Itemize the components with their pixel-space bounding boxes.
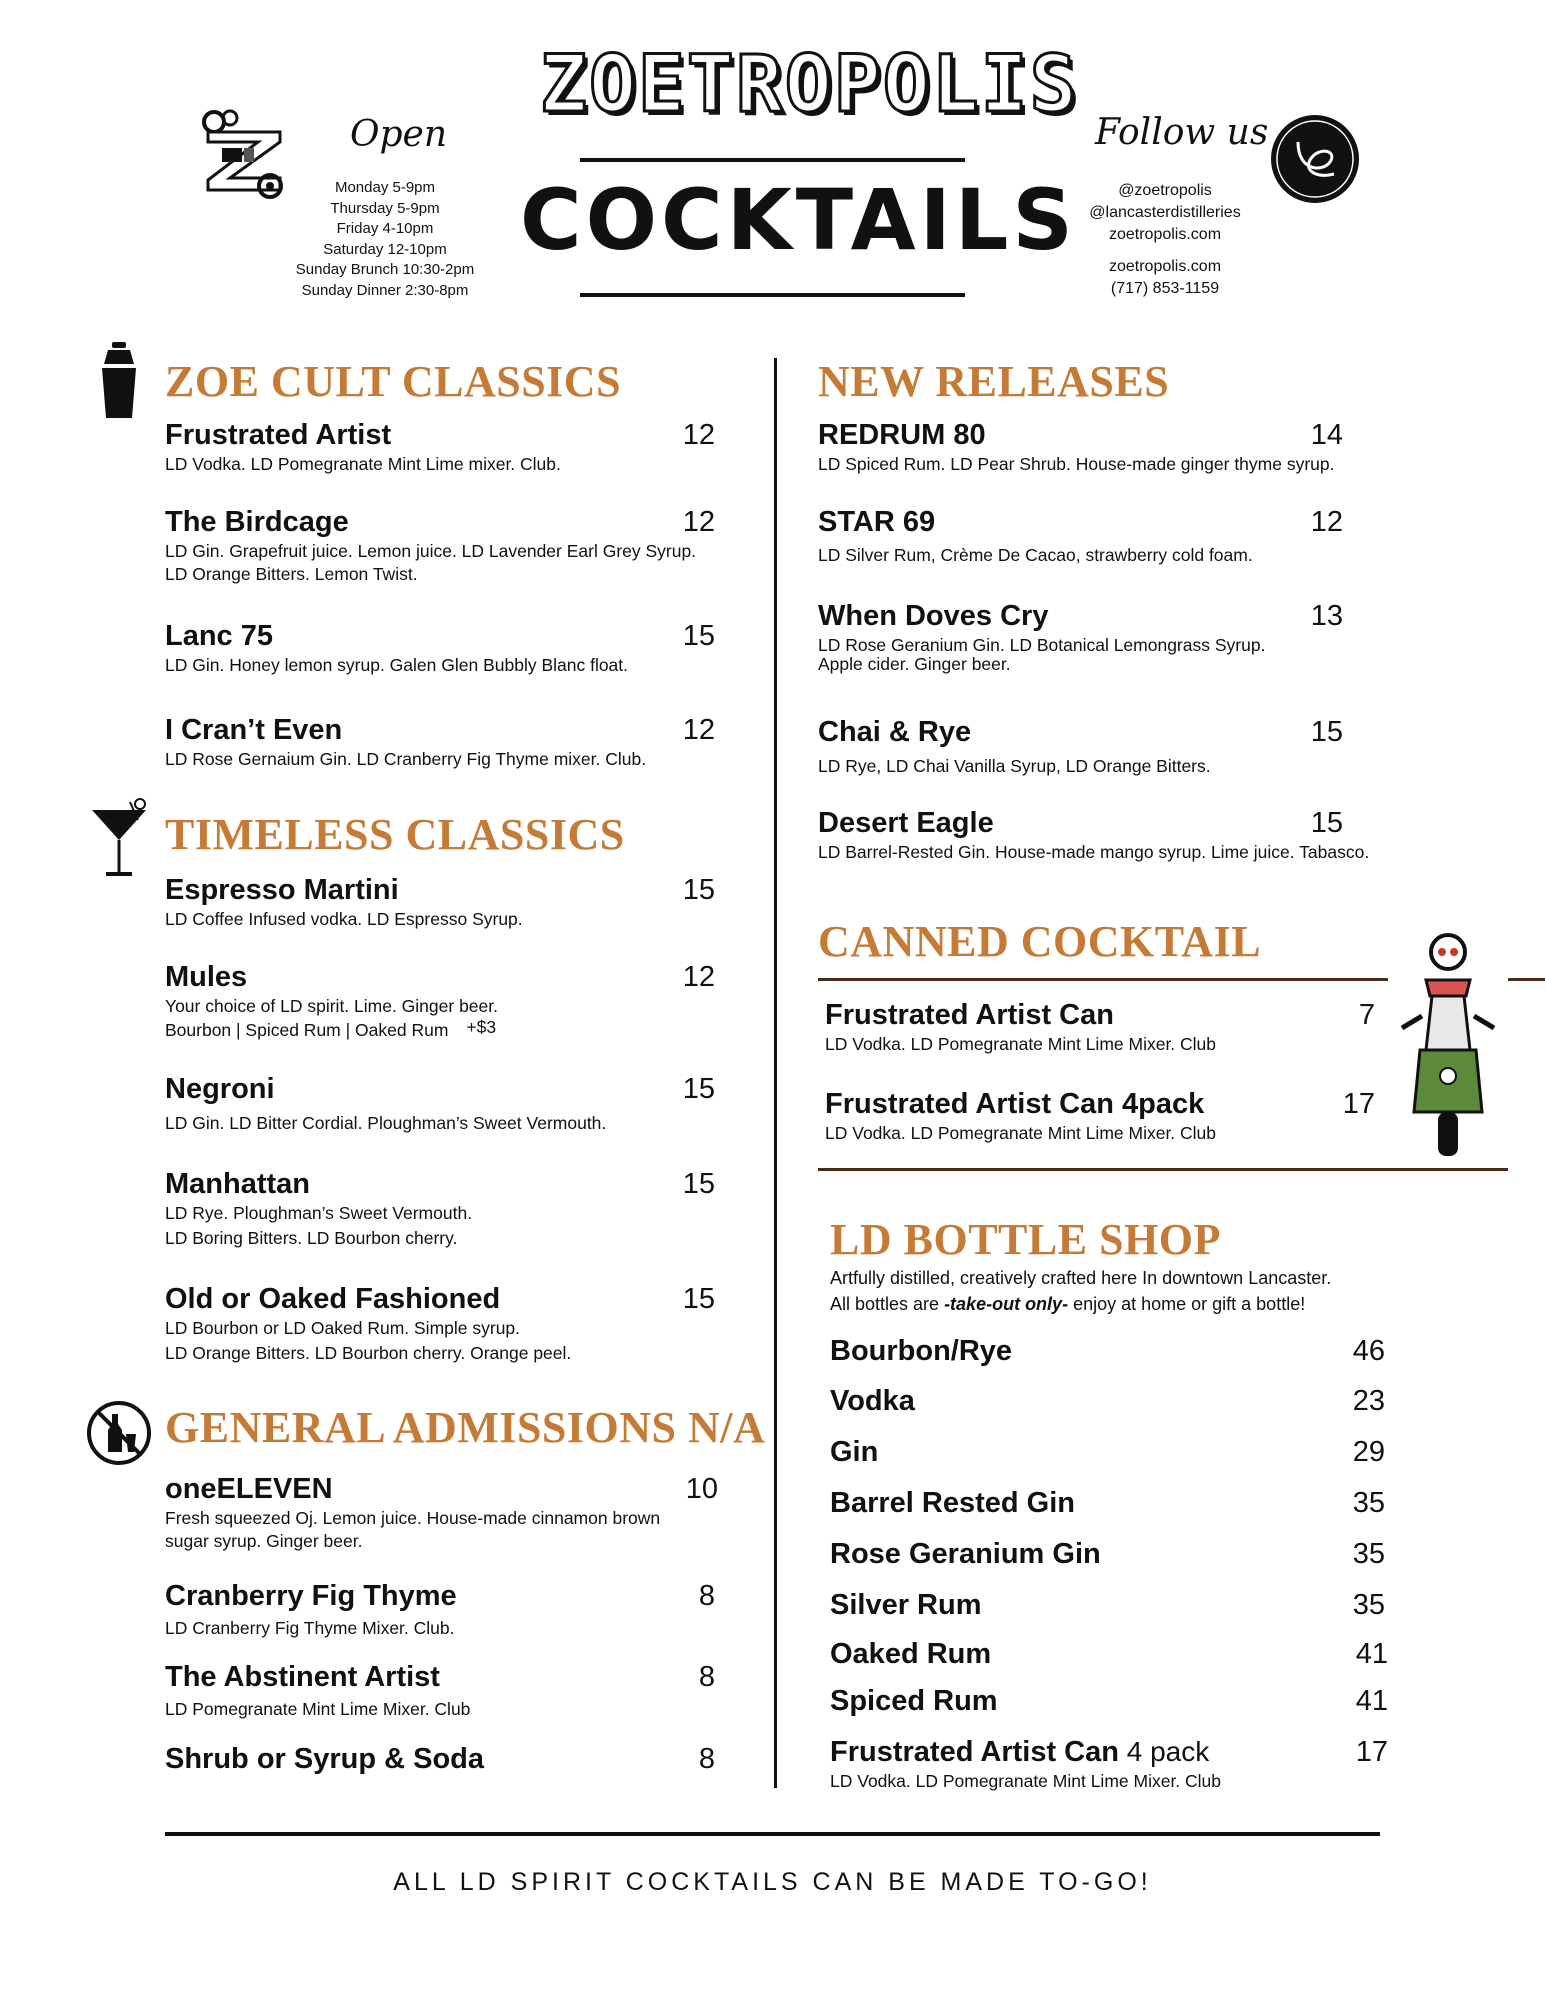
bottle-item <box>830 1435 1385 1469</box>
bottle-item <box>830 1637 1388 1671</box>
item-description: LD Coffee Infused vodka. LD Espresso Syrup. <box>165 909 523 929</box>
item-description: LD Barrel-Rested Gin. House-made mango syrup. Lime juice. Tabasco. <box>818 842 1370 862</box>
item-price: 8 <box>698 1661 715 1693</box>
bottle-name-main: Frustrated Artist Can <box>830 1736 1119 1768</box>
menu-item <box>165 505 715 586</box>
canned-divider-bottom <box>818 1168 1508 1171</box>
menu-item <box>165 1472 718 1553</box>
item-name: Frustrated Artist Can 4pack <box>825 1088 1205 1120</box>
bottle-price: 46 <box>1352 1335 1385 1367</box>
item-price: 15 <box>682 620 715 652</box>
open-label: Open <box>350 114 448 155</box>
menu-item <box>165 960 715 1042</box>
hours-line: Sunday Dinner 2:30-8pm <box>301 281 469 299</box>
hours-line: Friday 4-10pm <box>336 220 434 237</box>
item-price: 15 <box>1310 807 1343 839</box>
bottle-item <box>830 1384 1385 1418</box>
item-price: 10 <box>685 1473 718 1505</box>
hours-line: Saturday 12-10pm <box>323 240 447 258</box>
item-name: When Doves Cry <box>818 600 1049 632</box>
bottle-item <box>830 1486 1385 1520</box>
bottle-price: 35 <box>1352 1538 1385 1570</box>
bottle-name: Spiced Rum <box>830 1685 998 1717</box>
item-description: LD Gin. Grapefruit juice. Lemon juice. LD Lavender Earl Grey Syrup. LD Orange Bitters. Lemon Twist. <box>165 541 697 584</box>
section-title-new-releases: NEW RELEASES <box>818 357 1170 406</box>
section-title-timeless-classics: TIMELESS CLASSICS <box>165 810 625 859</box>
item-name: Manhattan <box>165 1168 310 1200</box>
cocktail-shaker-icon <box>98 342 140 420</box>
hours-line: Thursday 5-9pm <box>330 199 440 217</box>
item-price: 15 <box>682 1073 715 1105</box>
item-name: oneELEVEN <box>165 1473 333 1505</box>
item-description: LD Vodka. LD Pomegranate Mint Lime Mixer. Club <box>825 1034 1217 1054</box>
section-title-zoe-cult-classics: ZOE CULT CLASSICS <box>165 357 622 406</box>
bottle-price: 41 <box>1355 1685 1388 1717</box>
section-title-general-admissions: GENERAL ADMISSIONS N/A <box>165 1403 766 1452</box>
canned-divider-top-right <box>1508 978 1545 981</box>
item-description: LD Cranberry Fig Thyme Mixer. Club. <box>165 1618 455 1638</box>
menu-item <box>165 1660 715 1721</box>
column-divider <box>774 358 777 1788</box>
item-price: 12 <box>682 506 715 538</box>
item-description: LD Rose Geranium Gin. LD Botanical Lemongrass Syrup. <box>818 635 1266 655</box>
bottle-price: 35 <box>1352 1487 1385 1519</box>
bottle-name: Vodka <box>830 1385 915 1417</box>
item-price: 12 <box>682 714 715 746</box>
social-links <box>1050 180 1280 300</box>
item-name: Frustrated Artist Can <box>825 999 1114 1031</box>
bottle-item <box>830 1334 1385 1368</box>
menu-item <box>818 599 1380 676</box>
item-name: Espresso Martini <box>165 874 399 906</box>
phone-number[interactable]: (717) 853-1159 <box>1110 280 1220 297</box>
bottle-price: 41 <box>1355 1638 1388 1670</box>
item-description-options <box>165 1019 715 1042</box>
footer-divider <box>165 1832 1380 1836</box>
item-description: Fresh squeezed Oj. Lemon juice. House-made cinnamon brown sugar syrup. Ginger beer. <box>165 1508 661 1551</box>
item-price: 8 <box>698 1580 715 1612</box>
item-description: LD Vodka. LD Pomegranate Mint Lime Mixer. Club <box>825 1123 1217 1143</box>
item-price: 15 <box>1310 716 1343 748</box>
item-description: LD Gin. LD Bitter Cordial. Ploughman’s Sweet Vermouth. <box>165 1113 607 1133</box>
section-title-canned-cocktail: CANNED COCKTAIL <box>818 917 1262 966</box>
intro-line: Artfully distilled, creatively crafted here In downtown Lancaster. <box>830 1268 1332 1288</box>
option-upcharge: +$3 <box>466 1017 497 1037</box>
menu-item <box>165 1167 715 1250</box>
menu-item <box>165 1072 715 1135</box>
bottle-item <box>830 1588 1385 1622</box>
menu-item <box>825 998 1375 1056</box>
item-name: I Cran’t Even <box>165 714 343 746</box>
item-description: LD Orange Bitters. LD Bourbon cherry. Orange peel. <box>165 1343 572 1363</box>
item-name: Negroni <box>165 1073 275 1105</box>
item-name: The Birdcage <box>165 506 349 538</box>
item-price: 15 <box>682 874 715 906</box>
bottle-price: 17 <box>1355 1736 1388 1768</box>
item-name: Lanc 75 <box>165 620 273 652</box>
item-price: 15 <box>682 1283 715 1315</box>
take-out-note: -take-out only- <box>944 1294 1069 1314</box>
website-link[interactable]: zoetropolis.com <box>1108 258 1222 275</box>
footer-note: ALL LD SPIRIT COCKTAILS CAN BE MADE TO-GO! <box>393 1868 1152 1896</box>
item-description: LD Silver Rum, Crème De Cacao, strawberry cold foam. <box>818 545 1253 565</box>
item-name: Shrub or Syrup & Soda <box>165 1743 485 1775</box>
item-description: LD Boring Bitters. LD Bourbon cherry. <box>165 1228 458 1248</box>
item-price: 12 <box>682 961 715 993</box>
item-description: Apple cider. Ginger beer. <box>818 654 1011 674</box>
item-description: LD Rye. Ploughman’s Sweet Vermouth. <box>165 1203 473 1223</box>
menu-item <box>818 715 1380 778</box>
item-price: 12 <box>1310 506 1343 538</box>
item-name: REDRUM 80 <box>818 419 986 451</box>
option-list: Bourbon | Spiced Rum | Oaked Rum <box>165 1020 449 1040</box>
bottle-description: LD Vodka. LD Pomegranate Mint Lime Mixer. Club <box>830 1771 1222 1791</box>
menu-item <box>165 873 715 931</box>
bottle-item <box>830 1735 1388 1793</box>
bottle-name: Silver Rum <box>830 1589 982 1621</box>
menu-item <box>165 1742 715 1776</box>
item-price: 17 <box>1342 1088 1375 1120</box>
ld-logo-icon <box>1268 112 1362 206</box>
item-price: 15 <box>682 1168 715 1200</box>
brand-wordmark: ZOETROPOLIS <box>540 40 1079 130</box>
item-name: Mules <box>165 961 248 993</box>
item-description: Your choice of LD spirit. Lime. Ginger beer. <box>165 996 498 1016</box>
bottle-name-suffix: 4 pack <box>1118 1736 1210 1767</box>
social-handle[interactable]: @lancasterdistilleries <box>1089 204 1241 221</box>
canned-divider-top <box>818 978 1388 981</box>
bottle-price: 35 <box>1352 1589 1385 1621</box>
item-description: LD Vodka. LD Pomegranate Mint Lime mixer. Club. <box>165 454 561 474</box>
intro-line <box>830 1291 1430 1317</box>
item-name: Desert Eagle <box>818 807 994 839</box>
menu-item <box>818 505 1380 567</box>
menu-item <box>825 1087 1375 1145</box>
menu-item <box>165 418 715 476</box>
skeleton-scooter-illustration <box>1392 930 1504 1162</box>
item-description: LD Pomegranate Mint Lime Mixer. Club <box>165 1699 471 1719</box>
item-description: LD Spiced Rum. LD Pear Shrub. House-made ginger thyme syrup. <box>818 454 1335 474</box>
item-name: Frustrated Artist <box>165 419 392 451</box>
bottle-name <box>830 1735 1385 1769</box>
item-price: 12 <box>682 419 715 451</box>
hours-line: Monday 5-9pm <box>334 179 436 196</box>
item-name: Old or Oaked Fashioned <box>165 1283 501 1315</box>
header-divider-top <box>580 158 965 162</box>
bottle-item <box>830 1684 1388 1718</box>
bottle-name: Oaked Rum <box>830 1638 992 1670</box>
menu-item <box>165 1282 715 1365</box>
bottle-name: Bourbon/Rye <box>830 1335 1013 1367</box>
header-divider-bottom <box>580 293 965 297</box>
bottle-price: 29 <box>1352 1436 1385 1468</box>
hours-line: Sunday Brunch 10:30-2pm <box>295 261 475 278</box>
bottle-name: Gin <box>830 1436 879 1468</box>
no-alcohol-icon <box>86 1400 152 1466</box>
website-link[interactable]: zoetropolis.com <box>1108 226 1222 243</box>
item-price: 7 <box>1358 999 1375 1031</box>
item-name: Chai & Rye <box>818 716 972 748</box>
bottle-price: 23 <box>1352 1385 1385 1417</box>
menu-item <box>818 806 1380 864</box>
menu-item <box>818 418 1380 476</box>
follow-label: Follow us <box>1095 112 1269 153</box>
item-description: LD Rose Gernaium Gin. LD Cranberry Fig Thyme mixer. Club. <box>165 749 647 769</box>
menu-item <box>165 713 715 771</box>
item-description: LD Bourbon or LD Oaked Rum. Simple syrup. <box>165 1318 521 1338</box>
intro-text: All bottles are <box>830 1294 945 1314</box>
social-handle[interactable]: @zoetropolis <box>1118 182 1212 199</box>
item-name: STAR 69 <box>818 506 936 538</box>
opening-hours <box>270 178 500 301</box>
section-title-ld-bottle-shop: LD BOTTLE SHOP <box>830 1215 1221 1264</box>
intro-text: enjoy at home or gift a bottle! <box>1068 1294 1306 1314</box>
item-price: 13 <box>1310 600 1343 632</box>
bottle-name: Barrel Rested Gin <box>830 1487 1075 1519</box>
item-name: The Abstinent Artist <box>165 1661 440 1693</box>
bottle-shop-intro <box>830 1265 1430 1317</box>
item-description: LD Rye, LD Chai Vanilla Syrup, LD Orange Bitters. <box>818 756 1211 776</box>
menu-item <box>165 1579 715 1640</box>
page-title: COCKTAILS <box>520 171 1077 269</box>
bottle-item <box>830 1537 1385 1571</box>
item-description: LD Gin. Honey lemon syrup. Galen Glen Bubbly Blanc float. <box>165 655 629 675</box>
menu-item <box>165 619 715 677</box>
bottle-name: Rose Geranium Gin <box>830 1538 1101 1570</box>
item-name: Cranberry Fig Thyme <box>165 1580 457 1612</box>
item-price: 8 <box>698 1743 715 1775</box>
item-price: 14 <box>1310 419 1343 451</box>
martini-glass-icon <box>88 796 152 880</box>
